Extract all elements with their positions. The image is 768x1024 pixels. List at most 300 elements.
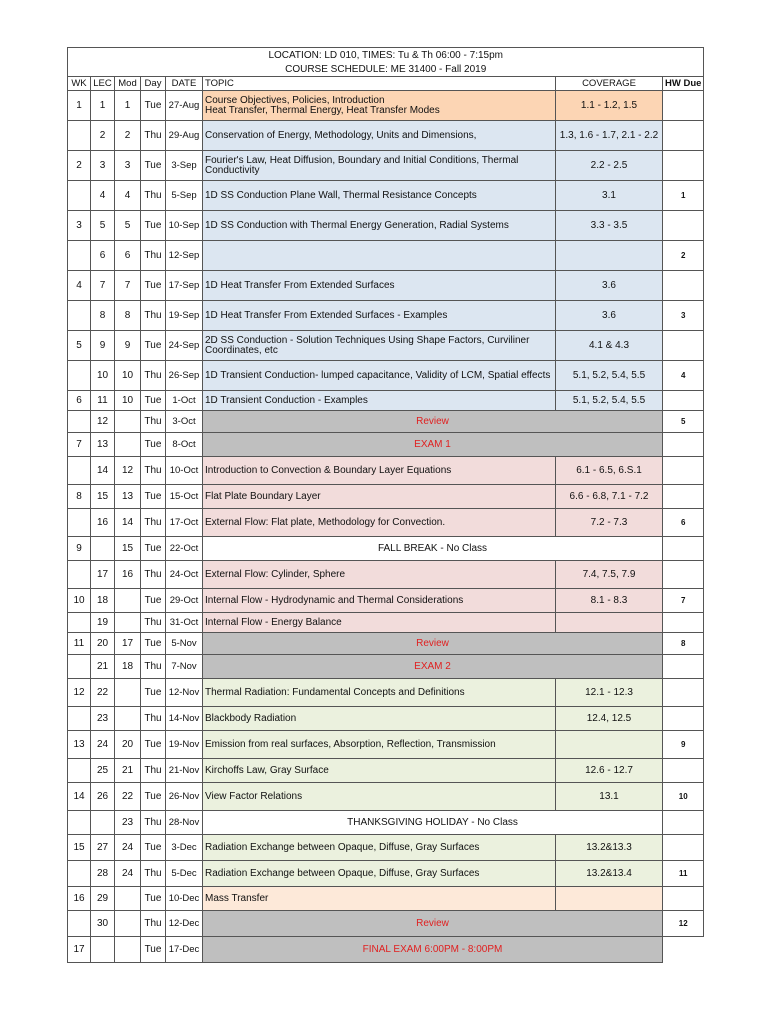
topic-text: 1D SS Conduction Plane Wall, Thermal Resistance Concepts [205, 189, 477, 201]
week-cell [68, 613, 91, 633]
hw-due-cell [663, 457, 704, 485]
course-schedule-table [67, 47, 704, 963]
lecture-cell: 16 [91, 509, 115, 537]
coverage-text: 13.1 [599, 791, 619, 802]
coverage-text: 13.2&13.3 [586, 842, 632, 853]
module-cell: 18 [115, 655, 141, 679]
lecture-cell: 5 [91, 211, 115, 241]
day-cell: Tue [141, 537, 166, 561]
event-banner-cell: THANKSGIVING HOLIDAY - No Class [203, 811, 663, 835]
hw-due-cell [663, 707, 704, 731]
schedule-row [68, 361, 704, 391]
module-cell [115, 411, 141, 433]
topic-text: Mass Transfer [205, 892, 269, 904]
module-cell [115, 911, 141, 937]
lecture-cell: 28 [91, 861, 115, 887]
location-header: LOCATION: LD 010, TIMES: Tu & Th 06:00 - 7:15pm [68, 48, 704, 63]
event-banner-cell: Review [203, 911, 663, 937]
lecture-cell: 9 [91, 331, 115, 361]
lecture-cell: 13 [91, 433, 115, 457]
col-header-mod: Mod [115, 77, 141, 91]
lecture-cell: 29 [91, 887, 115, 911]
week-cell: 16 [68, 887, 91, 911]
week-cell [68, 861, 91, 887]
topic-text: View Factor Relations [205, 790, 303, 802]
coverage-cell [556, 121, 663, 151]
module-cell [115, 613, 141, 633]
day-cell: Thu [141, 241, 166, 271]
week-cell [68, 509, 91, 537]
schedule-row [68, 331, 704, 361]
hw-due-cell: 7 [663, 589, 704, 613]
week-cell [68, 411, 91, 433]
day-cell: Thu [141, 411, 166, 433]
day-cell: Thu [141, 707, 166, 731]
module-cell: 10 [115, 391, 141, 411]
schedule-row [68, 633, 704, 655]
topic-cell [203, 731, 556, 759]
coverage-cell [556, 679, 663, 707]
topic-cell [203, 121, 556, 151]
lecture-cell: 8 [91, 301, 115, 331]
date-cell: 10-Oct [166, 457, 203, 485]
coverage-cell [556, 509, 663, 537]
coverage-text: 13.2&13.4 [586, 868, 632, 879]
day-cell: Tue [141, 271, 166, 301]
week-cell: 3 [68, 211, 91, 241]
day-cell: Tue [141, 485, 166, 509]
topic-text: External Flow: Flat plate, Methodology for Convection. [205, 516, 446, 528]
lecture-cell [91, 811, 115, 835]
hw-due-cell [663, 433, 704, 457]
lecture-cell: 18 [91, 589, 115, 613]
hw-due-cell [663, 759, 704, 783]
day-cell: Tue [141, 887, 166, 911]
topic-cell [203, 613, 556, 633]
date-cell: 10-Dec [166, 887, 203, 911]
topic-cell [203, 861, 556, 887]
topic-text: Course Objectives, Policies, Introduction Heat Transfer, Thermal Energy, Heat Transfer Modes [205, 94, 440, 116]
lecture-cell: 27 [91, 835, 115, 861]
col-header-wk: WK [68, 77, 91, 91]
topic-text: Radiation Exchange between Opaque, Diffuse, Gray Surfaces [205, 867, 480, 879]
hw-due-cell [663, 91, 704, 121]
date-cell: 24-Oct [166, 561, 203, 589]
topic-cell [203, 835, 556, 861]
schedule-row [68, 271, 704, 301]
week-cell: 13 [68, 731, 91, 759]
schedule-row [68, 861, 704, 887]
topic-text: Fourier's Law, Heat Diffusion, Boundary and Initial Conditions, Thermal Conductivity [205, 154, 519, 176]
module-cell: 14 [115, 509, 141, 537]
lecture-cell: 12 [91, 411, 115, 433]
schedule-row [68, 91, 704, 121]
week-cell: 15 [68, 835, 91, 861]
topic-text: Emission from real surfaces, Absorption, Reflection, Transmission [205, 738, 496, 750]
lecture-cell: 7 [91, 271, 115, 301]
lecture-cell: 25 [91, 759, 115, 783]
schedule-row [68, 151, 704, 181]
week-cell: 8 [68, 485, 91, 509]
module-cell: 6 [115, 241, 141, 271]
coverage-text: 1.1 - 1.2, 1.5 [580, 100, 638, 111]
schedule-row [68, 811, 704, 835]
day-cell: Tue [141, 835, 166, 861]
date-cell: 5-Sep [166, 181, 203, 211]
coverage-cell [556, 241, 663, 271]
week-cell [68, 361, 91, 391]
schedule-row [68, 181, 704, 211]
coverage-cell [556, 211, 663, 241]
hw-due-cell [663, 331, 704, 361]
day-cell: Tue [141, 589, 166, 613]
lecture-cell: 15 [91, 485, 115, 509]
date-cell: 10-Sep [166, 211, 203, 241]
topic-text: Internal Flow - Energy Balance [205, 616, 342, 628]
coverage-text: 2.2 - 2.5 [590, 160, 628, 171]
schedule-row [68, 707, 704, 731]
col-header-coverage: COVERAGE [556, 77, 663, 91]
day-cell: Tue [141, 211, 166, 241]
module-cell: 5 [115, 211, 141, 241]
day-cell: Tue [141, 679, 166, 707]
date-cell: 1-Oct [166, 391, 203, 411]
week-cell [68, 655, 91, 679]
module-cell: 15 [115, 537, 141, 561]
day-cell: Tue [141, 783, 166, 811]
week-cell [68, 457, 91, 485]
coverage-cell [556, 589, 663, 613]
lecture-cell: 30 [91, 911, 115, 937]
coverage-cell [556, 391, 663, 411]
lecture-cell: 21 [91, 655, 115, 679]
lecture-cell: 11 [91, 391, 115, 411]
day-cell: Tue [141, 151, 166, 181]
topic-cell [203, 707, 556, 731]
coverage-text: 7.2 - 7.3 [590, 517, 628, 528]
schedule-row [68, 433, 704, 457]
hw-due-cell: 10 [663, 783, 704, 811]
topic-text: 1D Heat Transfer From Extended Surfaces [205, 279, 395, 291]
week-cell: 17 [68, 937, 91, 963]
coverage-text: 6.6 - 6.8, 7.1 - 7.2 [569, 491, 649, 502]
week-cell [68, 707, 91, 731]
schedule-row [68, 887, 704, 911]
topic-text: External Flow: Cylinder, Sphere [205, 568, 346, 580]
schedule-row [68, 655, 704, 679]
week-cell: 9 [68, 537, 91, 561]
week-cell [68, 811, 91, 835]
module-cell: 24 [115, 835, 141, 861]
day-cell: Thu [141, 911, 166, 937]
lecture-cell: 20 [91, 633, 115, 655]
date-cell: 5-Nov [166, 633, 203, 655]
day-cell: Thu [141, 457, 166, 485]
coverage-cell [556, 151, 663, 181]
coverage-cell [556, 707, 663, 731]
week-cell: 7 [68, 433, 91, 457]
coverage-cell [556, 887, 663, 911]
hw-due-cell [663, 811, 704, 835]
schedule-row [68, 211, 704, 241]
hw-due-cell: 8 [663, 633, 704, 655]
week-cell: 1 [68, 91, 91, 121]
lecture-cell: 26 [91, 783, 115, 811]
module-cell: 10 [115, 361, 141, 391]
coverage-text: 3.6 [602, 310, 616, 321]
hw-due-cell: 9 [663, 731, 704, 759]
topic-text: Conservation of Energy, Methodology, Units and Dimensions, [205, 129, 477, 141]
date-cell: 3-Sep [166, 151, 203, 181]
coverage-cell [556, 361, 663, 391]
schedule-row [68, 485, 704, 509]
week-cell [68, 241, 91, 271]
module-cell [115, 937, 141, 963]
hw-due-cell [663, 561, 704, 589]
topic-text: Introduction to Convection & Boundary Layer Equations [205, 464, 452, 476]
module-cell: 20 [115, 731, 141, 759]
day-cell: Thu [141, 561, 166, 589]
topic-text: 1D Heat Transfer From Extended Surfaces - Examples [205, 309, 448, 321]
date-cell: 26-Nov [166, 783, 203, 811]
schedule-row [68, 911, 704, 937]
lecture-cell: 23 [91, 707, 115, 731]
lecture-cell [91, 937, 115, 963]
coverage-cell [556, 731, 663, 759]
topic-cell [203, 91, 556, 121]
topic-cell [203, 331, 556, 361]
day-cell: Thu [141, 301, 166, 331]
coverage-cell [556, 783, 663, 811]
lecture-cell: 22 [91, 679, 115, 707]
coverage-cell [556, 759, 663, 783]
hw-due-cell: 1 [663, 181, 704, 211]
hw-due-cell [663, 887, 704, 911]
topic-text: Blackbody Radiation [205, 712, 297, 724]
date-cell: 28-Nov [166, 811, 203, 835]
schedule-row [68, 537, 704, 561]
hw-due-cell: 3 [663, 301, 704, 331]
schedule-row [68, 391, 704, 411]
day-cell: Thu [141, 759, 166, 783]
date-cell: 8-Oct [166, 433, 203, 457]
day-cell: Tue [141, 91, 166, 121]
module-cell: 4 [115, 181, 141, 211]
topic-text: Kirchoffs Law, Gray Surface [205, 764, 329, 776]
col-header-hw-due: HW Due [663, 77, 704, 91]
day-cell: Tue [141, 633, 166, 655]
date-cell: 22-Oct [166, 537, 203, 561]
lecture-cell: 4 [91, 181, 115, 211]
schedule-row [68, 783, 704, 811]
module-cell: 3 [115, 151, 141, 181]
coverage-cell [556, 331, 663, 361]
topic-cell [203, 589, 556, 613]
lecture-cell: 2 [91, 121, 115, 151]
event-banner-cell: EXAM 1 [203, 433, 663, 457]
schedule-row [68, 457, 704, 485]
col-header-date: DATE [166, 77, 203, 91]
topic-cell [203, 151, 556, 181]
hw-due-cell [663, 613, 704, 633]
module-cell: 12 [115, 457, 141, 485]
day-cell: Tue [141, 937, 166, 963]
schedule-row [68, 937, 704, 963]
hw-due-cell [663, 537, 704, 561]
date-cell: 19-Nov [166, 731, 203, 759]
module-cell: 22 [115, 783, 141, 811]
module-cell [115, 433, 141, 457]
module-cell: 1 [115, 91, 141, 121]
date-cell: 17-Dec [166, 937, 203, 963]
topic-text: Thermal Radiation: Fundamental Concepts and Definitions [205, 686, 465, 698]
week-cell: 4 [68, 271, 91, 301]
schedule-row [68, 301, 704, 331]
module-cell: 7 [115, 271, 141, 301]
coverage-text: 5.1, 5.2, 5.4, 5.5 [572, 395, 646, 406]
date-cell: 17-Sep [166, 271, 203, 301]
hw-due-cell [663, 391, 704, 411]
week-cell: 12 [68, 679, 91, 707]
coverage-cell [556, 485, 663, 509]
hw-due-cell: 11 [663, 861, 704, 887]
topic-cell [203, 361, 556, 391]
module-cell: 17 [115, 633, 141, 655]
event-banner-cell: Review [203, 633, 663, 655]
lecture-cell: 14 [91, 457, 115, 485]
topic-cell [203, 679, 556, 707]
week-cell: 6 [68, 391, 91, 411]
course-header: COURSE SCHEDULE: ME 31400 - Fall 2019 [68, 62, 704, 77]
lecture-cell: 6 [91, 241, 115, 271]
topic-cell [203, 485, 556, 509]
coverage-text: 1.3, 1.6 - 1.7, 2.1 - 2.2 [559, 130, 659, 141]
coverage-text: 12.1 - 12.3 [585, 687, 633, 698]
coverage-cell [556, 861, 663, 887]
coverage-text: 5.1, 5.2, 5.4, 5.5 [572, 370, 646, 381]
day-cell: Tue [141, 433, 166, 457]
topic-text: Radiation Exchange between Opaque, Diffuse, Gray Surfaces [205, 841, 480, 853]
topic-text: 1D Transient Conduction- lumped capacitance, Validity of LCM, Spatial effects [205, 369, 551, 381]
coverage-cell [556, 835, 663, 861]
coverage-cell [556, 561, 663, 589]
lecture-cell: 10 [91, 361, 115, 391]
day-cell: Thu [141, 655, 166, 679]
hw-due-cell [663, 937, 704, 963]
week-cell [68, 911, 91, 937]
date-cell: 26-Sep [166, 361, 203, 391]
hw-due-cell: 6 [663, 509, 704, 537]
date-cell: 3-Dec [166, 835, 203, 861]
event-banner-cell: FALL BREAK - No Class [203, 537, 663, 561]
day-cell: Tue [141, 731, 166, 759]
date-cell: 21-Nov [166, 759, 203, 783]
topic-text: 1D Transient Conduction - Examples [205, 394, 368, 406]
date-cell: 24-Sep [166, 331, 203, 361]
col-header-day: Day [141, 77, 166, 91]
schedule-row [68, 561, 704, 589]
topic-cell [203, 211, 556, 241]
topic-text: Flat Plate Boundary Layer [205, 490, 321, 502]
lecture-cell: 24 [91, 731, 115, 759]
module-cell: 24 [115, 861, 141, 887]
module-cell: 9 [115, 331, 141, 361]
schedule-row [68, 589, 704, 613]
date-cell: 29-Aug [166, 121, 203, 151]
day-cell: Thu [141, 811, 166, 835]
coverage-cell [556, 457, 663, 485]
module-cell [115, 887, 141, 911]
hw-due-cell [663, 679, 704, 707]
schedule-row [68, 835, 704, 861]
date-cell: 14-Nov [166, 707, 203, 731]
coverage-cell [556, 181, 663, 211]
coverage-cell [556, 613, 663, 633]
topic-cell [203, 181, 556, 211]
module-cell: 13 [115, 485, 141, 509]
module-cell [115, 589, 141, 613]
topic-cell [203, 241, 556, 271]
col-header-lec: LEC [91, 77, 115, 91]
date-cell: 27-Aug [166, 91, 203, 121]
day-cell: Thu [141, 861, 166, 887]
date-cell: 29-Oct [166, 589, 203, 613]
schedule-row [68, 679, 704, 707]
week-cell [68, 759, 91, 783]
day-cell: Thu [141, 181, 166, 211]
date-cell: 15-Oct [166, 485, 203, 509]
event-banner-cell: Review [203, 411, 663, 433]
topic-cell [203, 887, 556, 911]
date-cell: 5-Dec [166, 861, 203, 887]
week-cell: 11 [68, 633, 91, 655]
hw-due-cell [663, 835, 704, 861]
topic-cell [203, 561, 556, 589]
module-cell: 2 [115, 121, 141, 151]
coverage-text: 4.1 & 4.3 [588, 340, 630, 351]
lecture-cell: 3 [91, 151, 115, 181]
hw-due-cell [663, 211, 704, 241]
hw-due-cell: 12 [663, 911, 704, 937]
date-cell: 3-Oct [166, 411, 203, 433]
date-cell: 12-Sep [166, 241, 203, 271]
topic-text: 1D SS Conduction with Thermal Energy Generation, Radial Systems [205, 219, 509, 231]
lecture-cell: 17 [91, 561, 115, 589]
module-cell [115, 679, 141, 707]
topic-text: Internal Flow - Hydrodynamic and Thermal Considerations [205, 594, 464, 606]
topic-cell [203, 301, 556, 331]
week-cell: 5 [68, 331, 91, 361]
day-cell: Thu [141, 121, 166, 151]
coverage-text: 3.1 [602, 190, 616, 201]
module-cell: 23 [115, 811, 141, 835]
col-header-topic: TOPIC [203, 77, 556, 91]
module-cell [115, 707, 141, 731]
module-cell: 16 [115, 561, 141, 589]
topic-text: 2D SS Conduction - Solution Techniques Using Shape Factors, Curviliner Coordinates, etc [205, 334, 530, 356]
topic-cell [203, 271, 556, 301]
lecture-cell: 19 [91, 613, 115, 633]
date-cell: 17-Oct [166, 509, 203, 537]
coverage-cell [556, 301, 663, 331]
hw-due-cell [663, 151, 704, 181]
schedule-row [68, 121, 704, 151]
day-cell: Thu [141, 509, 166, 537]
coverage-cell [556, 91, 663, 121]
schedule-row [68, 731, 704, 759]
day-cell: Thu [141, 361, 166, 391]
schedule-row [68, 241, 704, 271]
